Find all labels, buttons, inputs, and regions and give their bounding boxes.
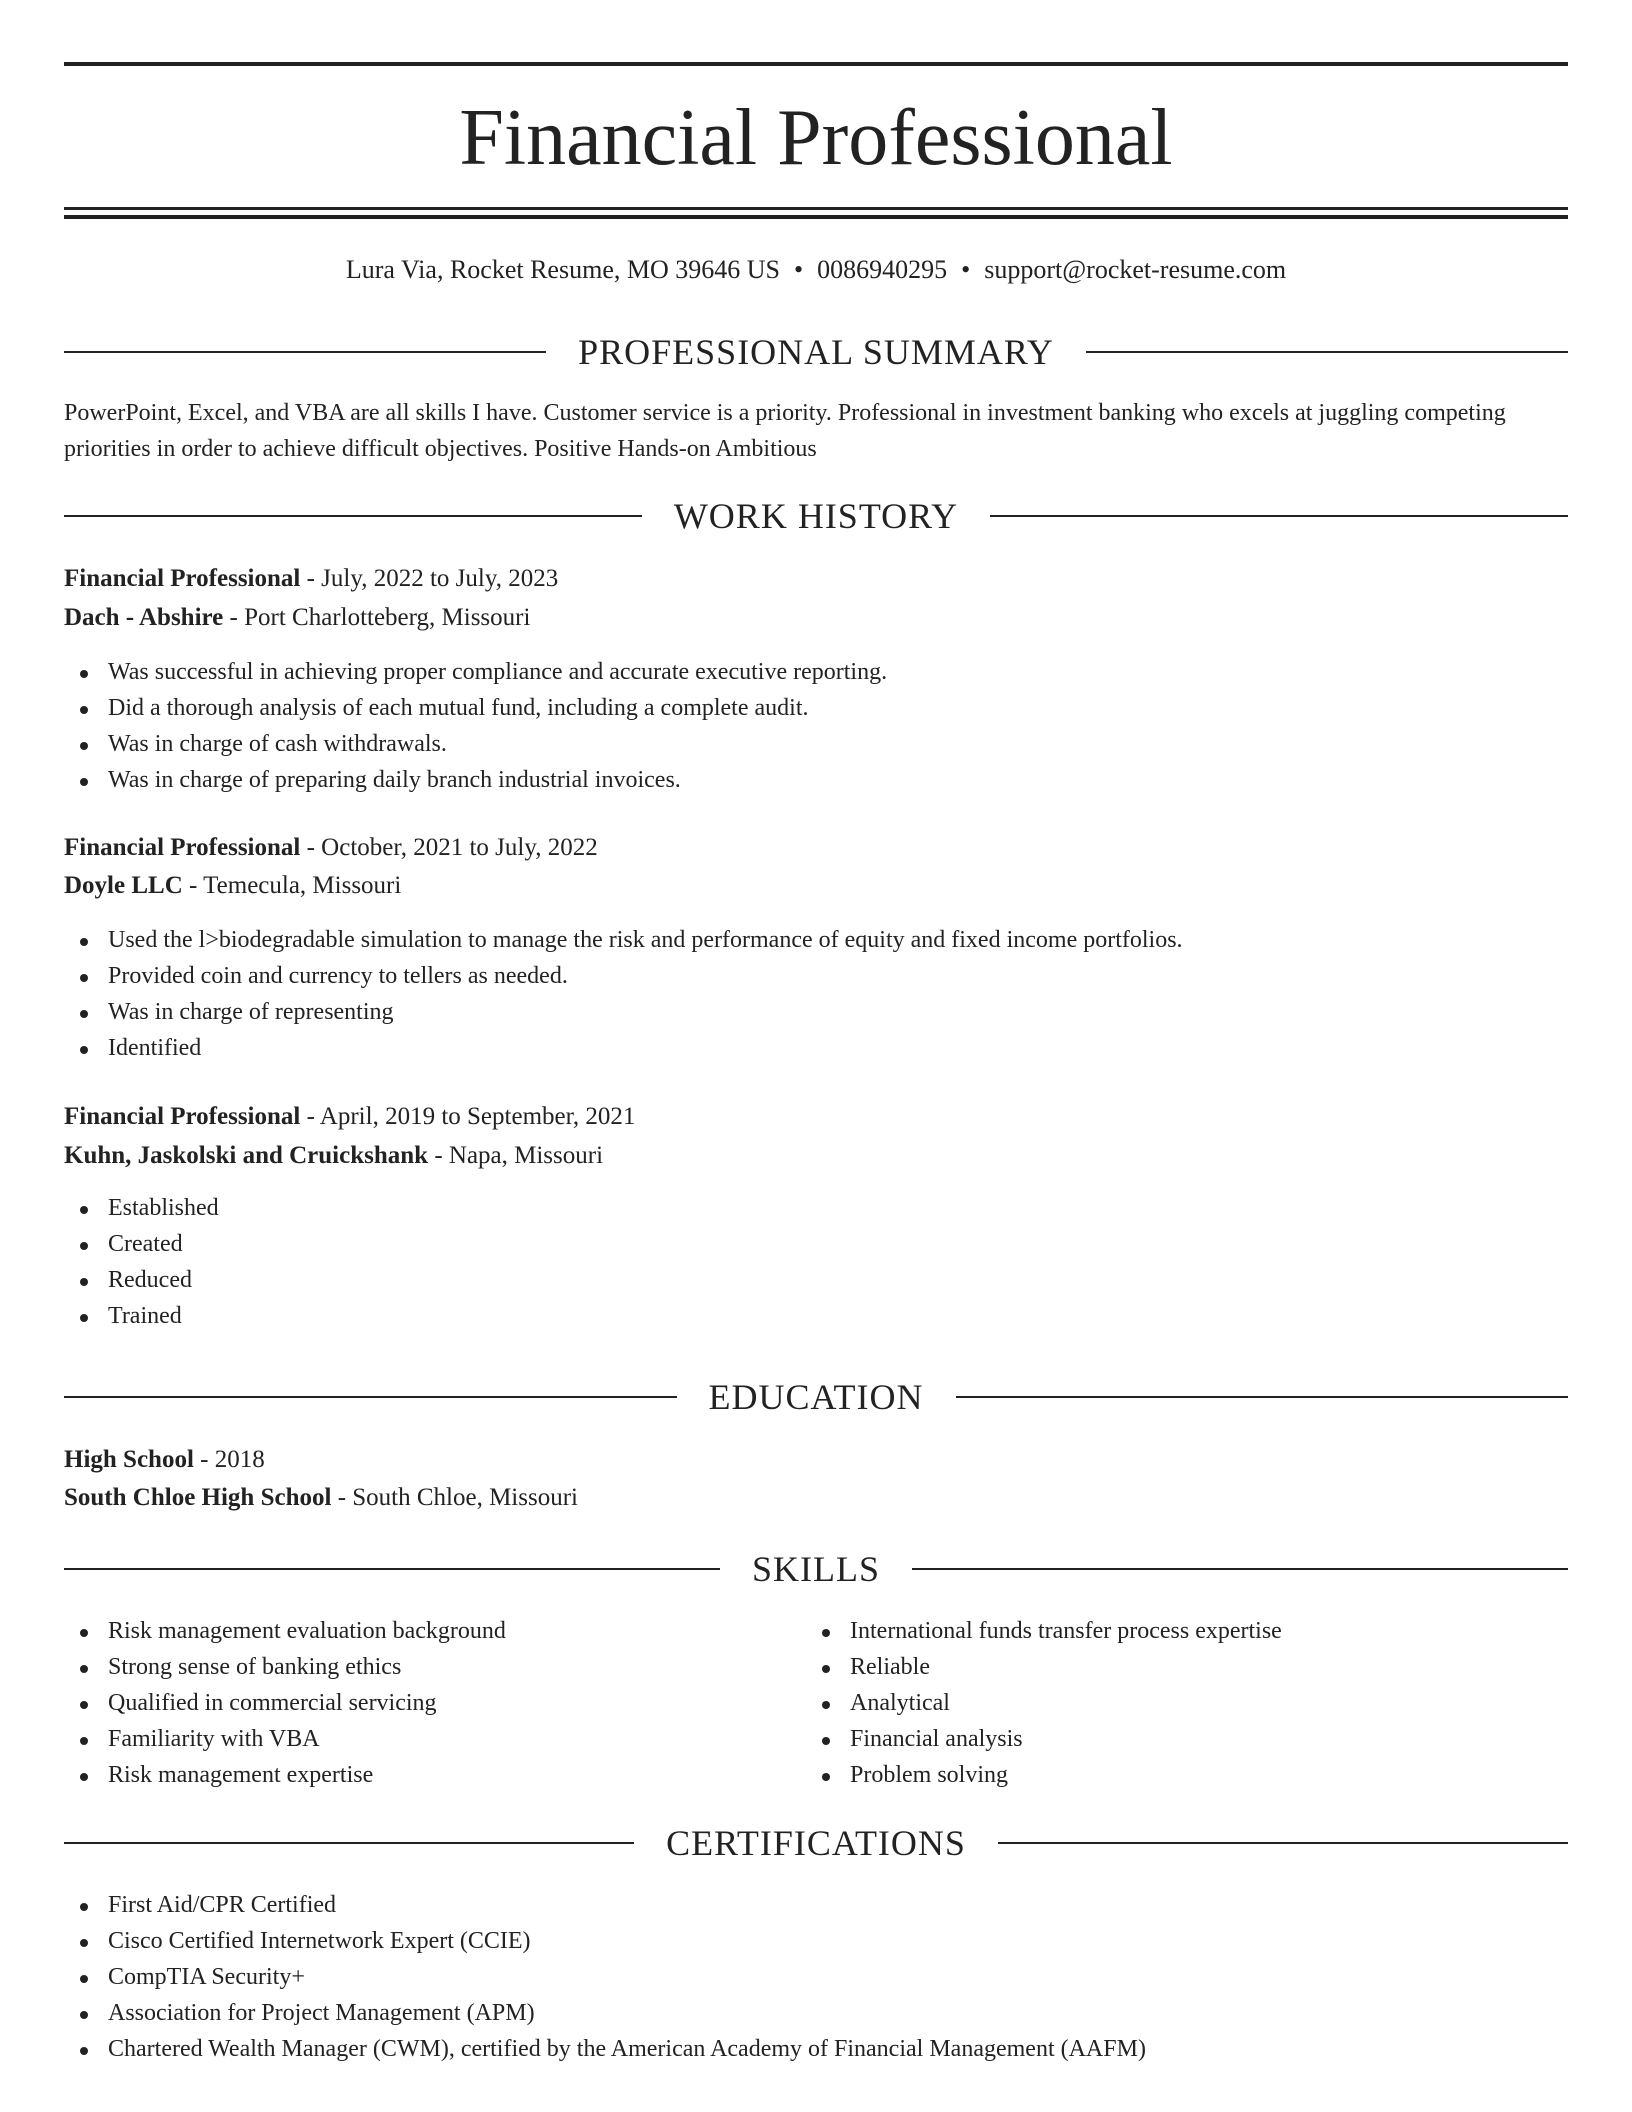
- list-item: Provided coin and currency to tellers as needed.: [64, 958, 1568, 994]
- skills-list-right: [806, 1613, 1568, 1793]
- certification-item: CompTIA Security+: [64, 1959, 1568, 1995]
- header-double-rule-upper: [64, 207, 1568, 210]
- skill-item: Reliable: [806, 1649, 1568, 1685]
- education-degree: High School: [64, 1446, 194, 1473]
- list-item: Created: [64, 1226, 1568, 1262]
- job-company-line: [64, 868, 1568, 904]
- education-year: - 2018: [193, 1446, 265, 1473]
- skill-item: Risk management expertise: [64, 1757, 784, 1793]
- contact-address: Lura Via, Rocket Resume, MO 39646 US: [345, 255, 780, 284]
- list-item: Identified: [64, 1030, 1568, 1066]
- job-title: Financial Professional: [64, 834, 301, 861]
- skill-item: International funds transfer process expertise: [806, 1613, 1568, 1649]
- list-item: Trained: [64, 1298, 1568, 1334]
- certifications-list: [64, 1887, 1568, 2067]
- skill-item: Financial analysis: [806, 1721, 1568, 1757]
- skill-item: Familiarity with VBA: [64, 1721, 784, 1757]
- job-company: Doyle LLC: [64, 872, 183, 899]
- job-bullets: [64, 654, 1568, 798]
- section-title: EDUCATION: [708, 1377, 924, 1417]
- job-company: Dach - Abshire: [64, 604, 224, 631]
- certification-item: Chartered Wealth Manager (CWM), certified by the American Academy of Financial Management (AAFM): [64, 2031, 1568, 2067]
- list-item: Reduced: [64, 1262, 1568, 1298]
- heading-rule-right: [1086, 351, 1568, 353]
- job-company-line: [64, 1138, 1568, 1174]
- contact-separator: •: [794, 255, 804, 284]
- skill-item: Strong sense of banking ethics: [64, 1649, 784, 1685]
- section-heading-work-history: [64, 494, 1568, 538]
- heading-rule-left: [64, 1568, 720, 1570]
- job-company: Kuhn, Jaskolski and Cruickshank: [64, 1142, 429, 1169]
- heading-rule-right: [998, 1842, 1568, 1844]
- job-dates: - July, 2022 to July, 2023: [300, 565, 559, 592]
- skills-list-left: [64, 1613, 784, 1793]
- heading-rule-right: [956, 1396, 1569, 1398]
- certification-item: First Aid/CPR Certified: [64, 1887, 1568, 1923]
- job-title-line: [64, 830, 1568, 866]
- heading-rule-right: [912, 1568, 1568, 1570]
- heading-rule-left: [64, 351, 546, 353]
- skill-item: Problem solving: [806, 1757, 1568, 1793]
- list-item: Established: [64, 1190, 1568, 1226]
- job-title-line: [64, 1099, 1568, 1135]
- list-item: Was in charge of preparing daily branch industrial invoices.: [64, 762, 1568, 798]
- section-heading-summary: [64, 330, 1568, 374]
- heading-rule-left: [64, 1396, 677, 1398]
- education-degree-line: [64, 1442, 1568, 1478]
- job-bullets: [64, 1190, 1568, 1334]
- section-heading-certifications: [64, 1821, 1568, 1865]
- job-title-line: [64, 561, 1568, 597]
- resume-name: Financial Professional: [459, 94, 1173, 182]
- education-school: South Chloe High School: [64, 1484, 332, 1511]
- heading-rule-right: [990, 515, 1568, 517]
- contact-separator: •: [961, 255, 971, 284]
- list-item: Used the l>biodegradable simulation to manage the risk and performance of equity and fixed income portfolios.: [64, 922, 1568, 958]
- contact-email: support@rocket-resume.com: [984, 255, 1287, 284]
- job-dates: - October, 2021 to July, 2022: [300, 834, 598, 861]
- job-title: Financial Professional: [64, 1103, 301, 1130]
- section-heading-skills: [64, 1547, 1568, 1591]
- job-location: - Temecula, Missouri: [182, 872, 402, 899]
- skill-item: Risk management evaluation background: [64, 1613, 784, 1649]
- list-item: Did a thorough analysis of each mutual fund, including a complete audit.: [64, 690, 1568, 726]
- contact-line: [64, 252, 1568, 288]
- job-bullets: [64, 922, 1568, 1066]
- job-location: - Napa, Missouri: [428, 1142, 604, 1169]
- heading-rule-left: [64, 515, 642, 517]
- job-company-line: [64, 600, 1568, 636]
- education-school-line: [64, 1480, 1568, 1516]
- education-location: - South Chloe, Missouri: [331, 1484, 578, 1511]
- section-title: WORK HISTORY: [673, 496, 959, 536]
- heading-rule-left: [64, 1842, 634, 1844]
- header-double-rule-lower: [64, 215, 1568, 219]
- certification-item: Cisco Certified Internetwork Expert (CCIE): [64, 1923, 1568, 1959]
- list-item: Was successful in achieving proper compliance and accurate executive reporting.: [64, 654, 1568, 690]
- section-title: CERTIFICATIONS: [666, 1823, 966, 1863]
- header-top-rule: [64, 62, 1568, 66]
- job-dates: - April, 2019 to September, 2021: [300, 1103, 636, 1130]
- section-heading-education: [64, 1375, 1568, 1419]
- list-item: Was in charge of cash withdrawals.: [64, 726, 1568, 762]
- summary-text: PowerPoint, Excel, and VBA are all skills I have. Customer service is a priority. Professional in investment banking who excels at juggling competing priorities in order to achieve difficult objectives. Positive Hands-on Ambitious: [64, 400, 1506, 462]
- certification-item: Association for Project Management (APM): [64, 1995, 1568, 2031]
- section-title: SKILLS: [752, 1549, 881, 1589]
- skill-item: Analytical: [806, 1685, 1568, 1721]
- list-item: Was in charge of representing: [64, 994, 1568, 1030]
- contact-phone: 0086940295: [817, 255, 948, 284]
- section-title: PROFESSIONAL SUMMARY: [578, 332, 1054, 372]
- job-location: - Port Charlotteberg, Missouri: [223, 604, 531, 631]
- job-title: Financial Professional: [64, 565, 301, 592]
- skill-item: Qualified in commercial servicing: [64, 1685, 784, 1721]
